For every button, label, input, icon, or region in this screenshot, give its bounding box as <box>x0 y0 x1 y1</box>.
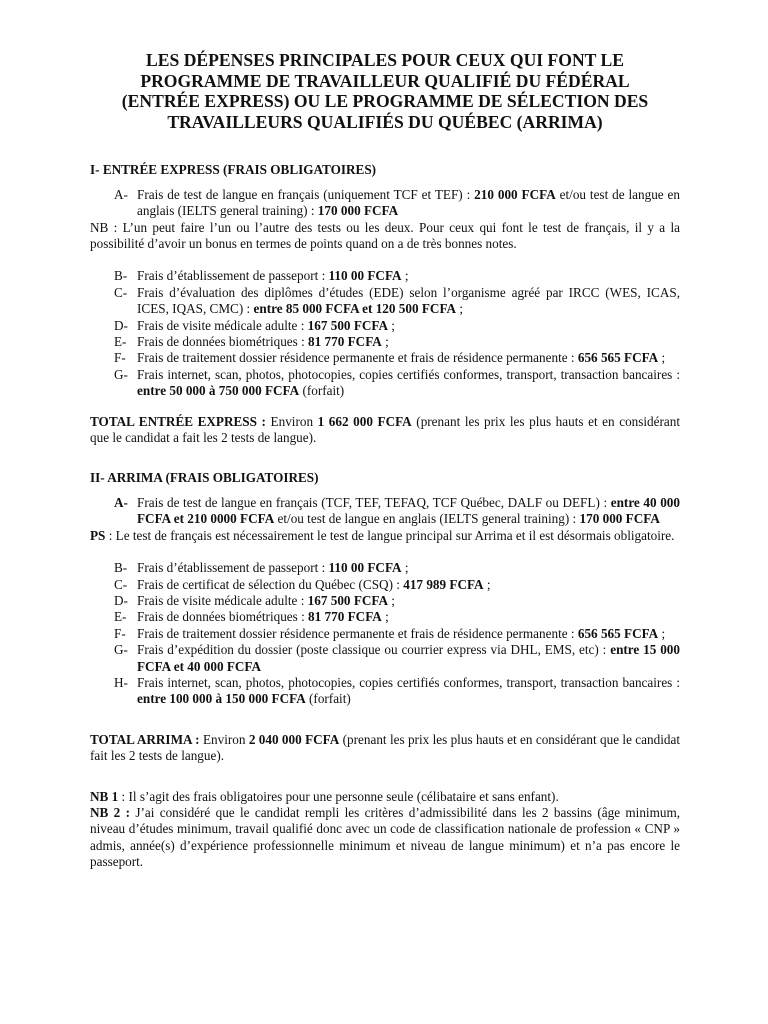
item-tail: ; <box>388 592 395 608</box>
list-item-a <box>90 187 680 220</box>
item-text: Frais d’établissement de passeport : <box>137 560 329 576</box>
item-letter: F- <box>114 625 126 641</box>
section-entree-express-list-continued <box>90 268 680 399</box>
item-amount: 170 000 FCFA <box>579 511 660 527</box>
item-amount: 167 500 FCFA <box>307 592 388 608</box>
nb-1-label: NB 1 <box>90 788 119 804</box>
list-item-f <box>90 626 680 642</box>
list-item-b <box>90 560 680 576</box>
item-text: Frais internet, scan, photos, photocopies, copies certifiés conformes, transport, transaction bancaires : <box>137 366 680 382</box>
item-amount: entre 100 000 à 150 000 FCFA <box>137 691 306 707</box>
item-text: Frais de test de langue en français (uniquement TCF et TEF) : <box>137 186 475 202</box>
nb-1-text: : Il s’agit des frais obligatoires pour une personne seule (célibataire et sans enfant). <box>118 788 559 804</box>
item-tail: ; <box>483 576 491 592</box>
item-tail: ; <box>401 268 409 284</box>
list-item-e <box>90 334 680 350</box>
total-label: TOTAL ENTRÉE EXPRESS : <box>90 413 266 429</box>
item-text: Frais de traitement dossier résidence permanente et frais de résidence permanente : <box>137 625 578 641</box>
title-line-1: LES DÉPENSES PRINCIPALES POUR CEUX QUI FONT LE <box>146 50 624 70</box>
item-amount: 167 500 FCFA <box>307 317 388 333</box>
list-item-g <box>90 642 680 675</box>
list-item-g <box>90 367 680 400</box>
nb-1-note <box>90 789 680 805</box>
item-text: et/ou test de langue en anglais (IELTS general training) : <box>274 511 580 527</box>
item-amount: 417 989 FCFA <box>403 576 484 592</box>
total-label: TOTAL ARRIMA : <box>90 731 200 747</box>
item-letter: E- <box>114 609 127 625</box>
list-item-e <box>90 609 680 625</box>
item-letter: B- <box>114 560 128 576</box>
list-item-d <box>90 593 680 609</box>
item-amount: 656 565 FCFA <box>577 350 659 366</box>
item-text: Frais de visite médicale adulte : <box>137 317 308 333</box>
item-text: et/ou test de langue en anglais (IELTS general training) : <box>137 186 680 219</box>
item-letter: B- <box>114 268 128 284</box>
total-text: (prenant les prix les plus hauts et en considérant que le candidat a fait les 2 tests de langue). <box>90 413 681 446</box>
item-amount: entre 85 000 FCFA et 120 500 FCFA <box>253 301 457 317</box>
section-entree-express-list <box>90 187 680 220</box>
section-entree-express-note: NB : L’un peut faire l’un ou l’autre des tests ou les deux. Pour ceux qui font le test de français, il y a la possibilité d’avoir un bonus en termes de points quand on a de très bonnes notes. <box>90 219 680 251</box>
section-entree-express-heading: I- ENTRÉE EXPRESS (FRAIS OBLIGATOIRES) <box>90 162 377 178</box>
item-text: Frais d’évaluation des diplômes d’études (EDE) selon l’organisme agréé par IRCC (WES, ICAS, ICES, IQAS, CMC) : <box>137 284 680 317</box>
item-amount: 81 770 FCFA <box>308 609 382 625</box>
item-amount: 210 000 FCFA <box>474 186 556 202</box>
nb-2-note <box>90 805 680 871</box>
total-text: (prenant les prix les plus hauts et en considérant que le candidat fait les 2 tests de langue). <box>90 731 680 764</box>
total-arrima <box>90 732 680 765</box>
ps-label: PS <box>90 527 106 543</box>
total-entree-express <box>90 414 680 447</box>
list-item-h <box>90 675 680 708</box>
nb-2-label: NB 2 : <box>90 804 130 820</box>
section-arrima-ps-note <box>90 528 680 544</box>
item-letter: F- <box>114 350 126 366</box>
item-tail: ; <box>658 625 666 641</box>
item-tail: ; <box>401 560 409 576</box>
total-text: Environ <box>265 413 318 429</box>
item-tail: ; <box>388 317 395 333</box>
item-tail: ; <box>456 301 464 317</box>
item-amount: 656 565 FCFA <box>577 625 659 641</box>
section-arrima-list-continued <box>90 560 680 708</box>
list-item-c <box>90 577 680 593</box>
item-letter: C- <box>114 576 128 592</box>
item-tail: ; <box>381 609 389 625</box>
item-letter: D- <box>114 592 128 608</box>
item-letter: E- <box>114 334 127 350</box>
item-text: Frais de test de langue en français (TCF, TEF, TEFAQ, TCF Québec, DALF ou DEFL) : <box>137 494 611 510</box>
item-amount: entre 15 000 FCFA et 40 000 FCFA <box>137 642 680 674</box>
item-amount: 170 000 FCFA <box>317 203 399 219</box>
item-tail: (forfait) <box>305 691 351 707</box>
item-amount: 110 00 FCFA <box>328 268 402 284</box>
total-amount: 2 040 000 FCFA <box>248 731 340 747</box>
title-line-3: (ENTRÉE EXPRESS) OU LE PROGRAMME DE SÉLECTION DES <box>121 91 649 112</box>
item-amount: entre 40 000 FCFA et 210 0000 FCFA <box>137 494 680 527</box>
item-letter: D- <box>114 317 128 333</box>
nb-2-text: J’ai considéré que le candidat rempli les critères d’admissibilité dans les 2 bassins (âge minimum, niveau d’études minimum, travail qualifié donc avec un code de classification nationale de profession « CNP » admis, année(s) d’expérience professionnelle minimum et niveau de langue minimum) et n’a pas encore le passeport. <box>90 804 680 870</box>
item-tail: ; <box>381 334 389 350</box>
item-letter: C- <box>114 284 128 300</box>
title-line-2: PROGRAMME DE TRAVAILLEUR QUALIFIÉ DU FÉDÉRAL <box>140 70 630 91</box>
list-item-c <box>90 285 680 318</box>
list-item-d <box>90 318 680 334</box>
item-text: Frais de visite médicale adulte : <box>137 592 308 608</box>
item-text: Frais de traitement dossier résidence permanente et frais de résidence permanente : <box>137 350 578 366</box>
ps-text: : Le test de français est nécessairement le test de langue principal sur Arrima et il est désormais obligatoire. <box>105 527 675 543</box>
item-letter: A- <box>114 186 128 202</box>
item-text: Frais de certificat de sélection du Québec (CSQ) : <box>137 576 404 592</box>
title-line-4: TRAVAILLEURS QUALIFIÉS DU QUÉBEC (ARRIMA) <box>167 111 603 132</box>
list-item-f <box>90 350 680 366</box>
item-tail: (forfait) <box>299 383 345 399</box>
list-item-b <box>90 268 680 284</box>
item-letter: G- <box>114 642 128 658</box>
section-arrima-heading: II- ARRIMA (FRAIS OBLIGATOIRES) <box>90 470 319 486</box>
item-text: Frais de données biométriques : <box>137 609 309 625</box>
item-amount: entre 50 000 à 750 000 FCFA <box>137 383 300 399</box>
list-item-a <box>90 495 680 528</box>
item-amount: 110 00 FCFA <box>328 560 402 576</box>
item-letter: A- <box>114 494 128 510</box>
total-text: Environ <box>199 731 249 747</box>
section-arrima-list <box>90 495 680 528</box>
item-tail: ; <box>658 350 666 366</box>
item-text: Frais d’expédition du dossier (poste classique ou courrier express via DHL, EMS, etc) : <box>137 642 611 658</box>
document-title <box>100 50 670 132</box>
item-letter: G- <box>114 366 128 382</box>
total-amount: 1 662 000 FCFA <box>317 413 412 429</box>
item-text: Frais internet, scan, photos, photocopies, copies certifiés conformes, transport, transaction bancaires : <box>137 674 680 690</box>
item-amount: 81 770 FCFA <box>308 334 382 350</box>
item-letter: H- <box>114 674 128 690</box>
item-text: Frais d’établissement de passeport : <box>137 268 329 284</box>
item-text: Frais de données biométriques : <box>137 334 309 350</box>
